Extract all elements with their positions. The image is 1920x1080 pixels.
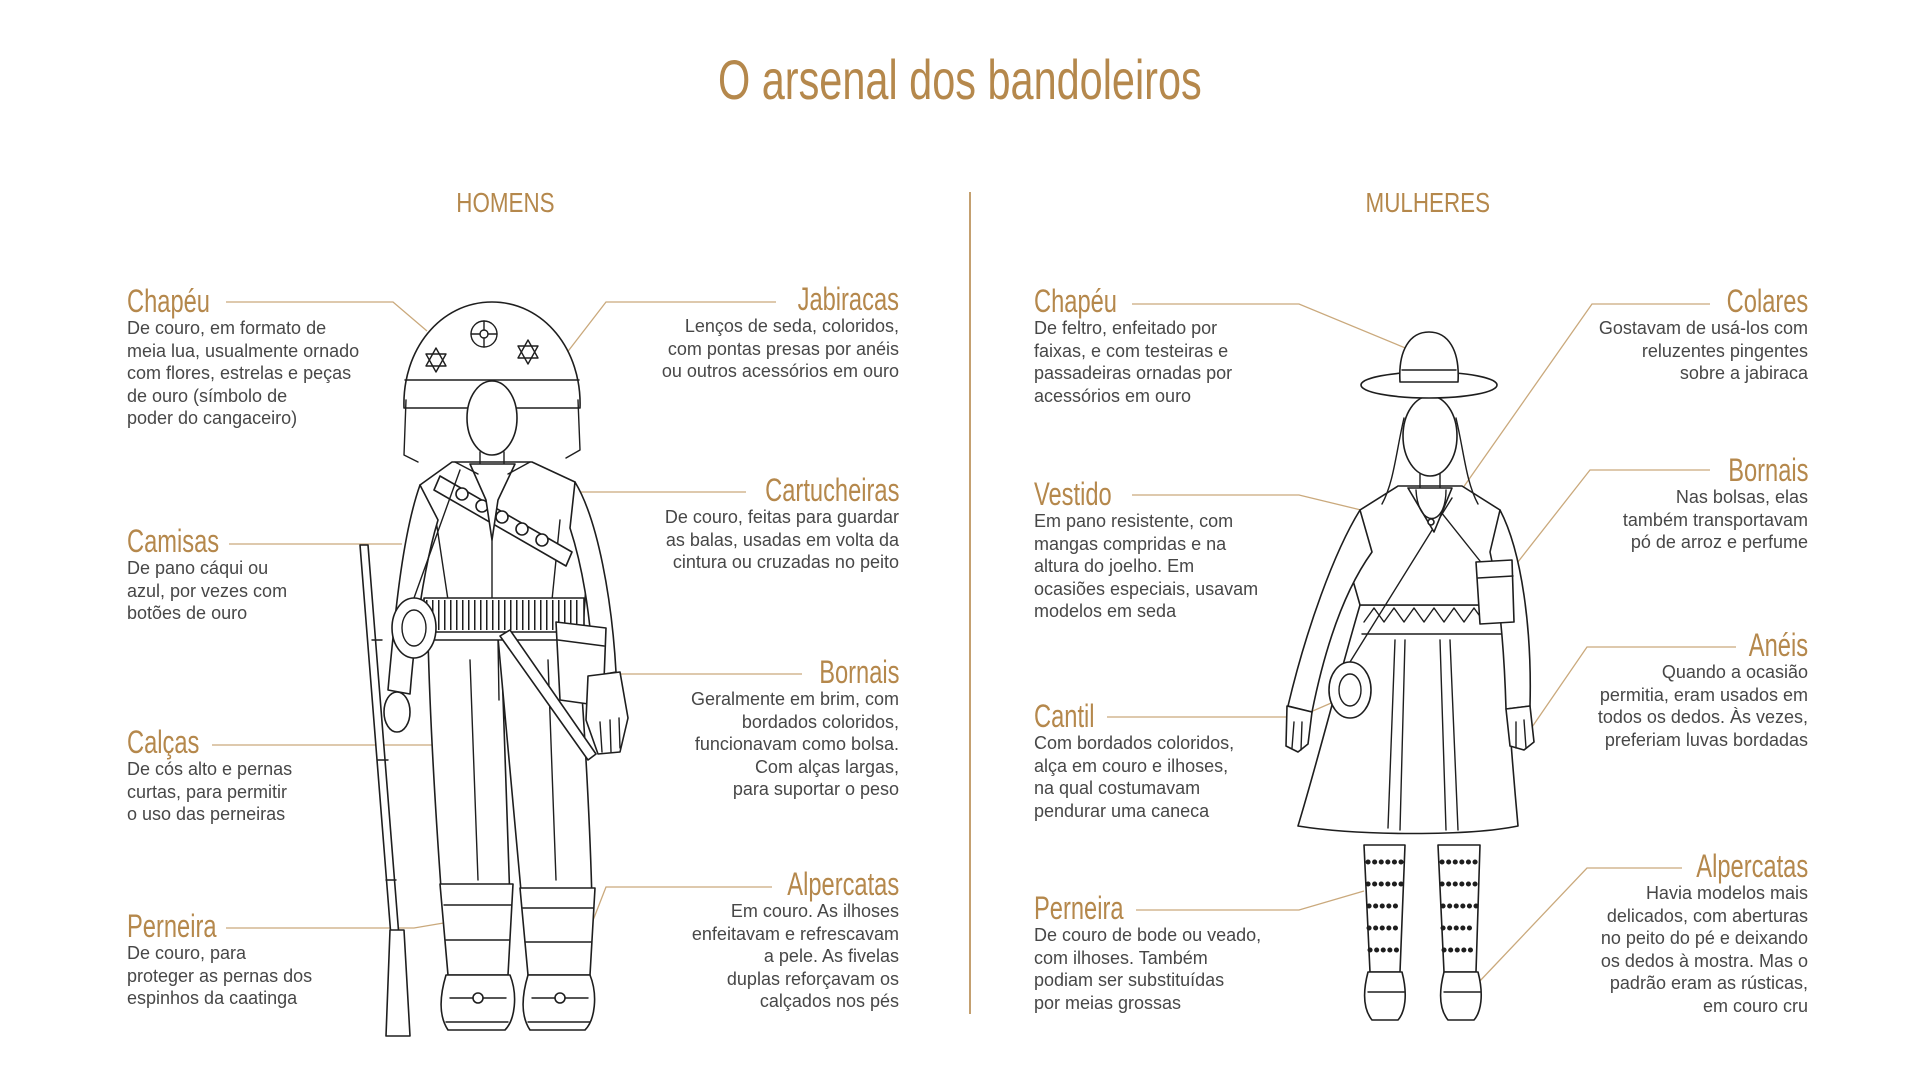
section-heading-men [385,186,625,220]
item-description: Lenços de seda, coloridos, com pontas presas por anéis ou outros acessórios em ouro [661,316,899,381]
item-label-text: Alpercatas [1696,848,1808,884]
item-label [1034,699,1234,733]
item-description: Em couro. As ilhoses enfeitavam e refrescavam a pele. As fivelas duplas reforçavam os calçados nos pés [691,901,899,1011]
item-label [1034,284,1232,318]
item-label [1034,477,1258,511]
item-label [691,655,899,689]
item-description: Quando a ocasião permitia, eram usados em todos os dedos. Às vezes, preferiam luvas bordadas [1597,662,1808,750]
man-alpercatas [441,975,595,1030]
item-label [692,867,899,901]
woman-face [1403,396,1457,476]
item-label-text: Bornais [818,654,899,690]
man-hand [384,692,410,732]
item-description: Gostavam de usá-los com reluzentes pingentes sobre a jabiraca [1598,318,1808,383]
item-label-text: Anéis [1748,627,1808,663]
item-label [127,524,287,558]
item-label-text: Camisas [127,523,220,559]
item-label [127,909,312,943]
women-item-cantil [1034,699,1234,822]
item-description: De couro, feitas para guardar as balas, usadas em volta da cintura ou cruzadas no peito [664,507,899,572]
women-item-colares [1599,284,1808,385]
men-item-camisas [127,524,287,625]
item-description: De couro, em formato de meia lua, usualmente ornado com flores, estrelas e peças de ouro (símbolo de poder do cangaceiro) [127,318,360,428]
women-item-vestido [1034,477,1258,623]
item-label [662,282,899,316]
item-label-text: Chapéu [1034,283,1117,319]
women-item-perneira [1034,891,1261,1014]
item-label [665,473,899,507]
item-description: Em pano resistente, com mangas compridas e na altura do joelho. Em ocasiões especiais, usavam modelos em seda [1034,511,1259,621]
women-item-alpercatas [1601,849,1808,1017]
item-label-text: Bornais [1727,452,1808,488]
men-item-jabiracas [662,282,899,383]
men-item-perneira [127,909,312,1010]
item-label [1601,849,1808,883]
men-item-bornais [691,655,899,801]
page-title [0,48,1920,112]
men-item-chapeu [127,284,359,430]
man-glove [586,672,628,754]
women-item-bornais [1623,453,1808,554]
item-label [1599,284,1808,318]
item-description: De couro, para proteger as pernas dos espinhos da caatinga [127,943,313,1008]
man-face [467,381,517,455]
men-item-cartucheiras [665,473,899,574]
women-item-chapeu [1034,284,1232,407]
woman-alpercatas [1365,972,1482,1020]
woman-hat [1361,332,1497,398]
item-description: Com bordados coloridos, alça em couro e ilhoses, na qual costumavam pendurar uma caneca [1034,733,1235,821]
item-label-text: Cartucheiras [764,472,899,508]
women-item-aneis [1598,628,1808,751]
item-label-text: Calças [127,724,200,760]
item-label [1034,891,1261,925]
man-perneiras [440,884,595,975]
item-label [127,284,359,318]
item-label-text: Colares [1726,283,1808,319]
section-heading-women-text: MULHERES [1365,187,1491,218]
item-description: Geralmente em brim, com bordados coloridos, funcionavam como bolsa. Com alças largas, para suportar o peso [690,689,899,799]
cangaceiro-illustration [360,302,628,1036]
cangaceira-illustration [1286,332,1534,1020]
item-label-text: Perneira [1034,890,1124,926]
item-label-text: Chapéu [127,283,210,319]
item-description: Havia modelos mais delicados, com aberturas no peito do pé e deixando os dedos à mostra. Mas o padrão eram as rústicas, em couro cru [1600,883,1808,1016]
item-description: De cós alto e pernas curtas, para permitir o uso das perneiras [127,759,293,824]
item-description: De pano cáqui ou azul, por vezes com botões de ouro [127,558,288,623]
item-label [1598,628,1808,662]
men-item-alpercatas [692,867,899,1013]
item-label-text: Jabiracas [797,281,899,317]
page-title-text: O arsenal dos bandoleiros [718,48,1202,111]
men-item-calcas [127,725,292,826]
item-description: De feltro, enfeitado por faixas, e com testeiras e passadeiras ornadas por acessórios em ouro [1034,318,1233,406]
item-label-text: Vestido [1034,476,1112,512]
item-label [1623,453,1808,487]
item-label-text: Alpercatas [787,866,899,902]
item-label [127,725,292,759]
woman-perneiras [1364,845,1480,972]
section-heading-men-text: HOMENS [455,187,555,218]
section-heading-women [1308,186,1548,220]
woman-dress [1288,486,1530,834]
item-label-text: Cantil [1034,698,1095,734]
item-description: Nas bolsas, elas também transportavam pó de arroz e perfume [1622,487,1808,552]
item-description: De couro de bode ou veado, com ilhoses. Também podiam ser substituídas por meias grossas [1034,925,1262,1013]
item-label-text: Perneira [127,908,217,944]
